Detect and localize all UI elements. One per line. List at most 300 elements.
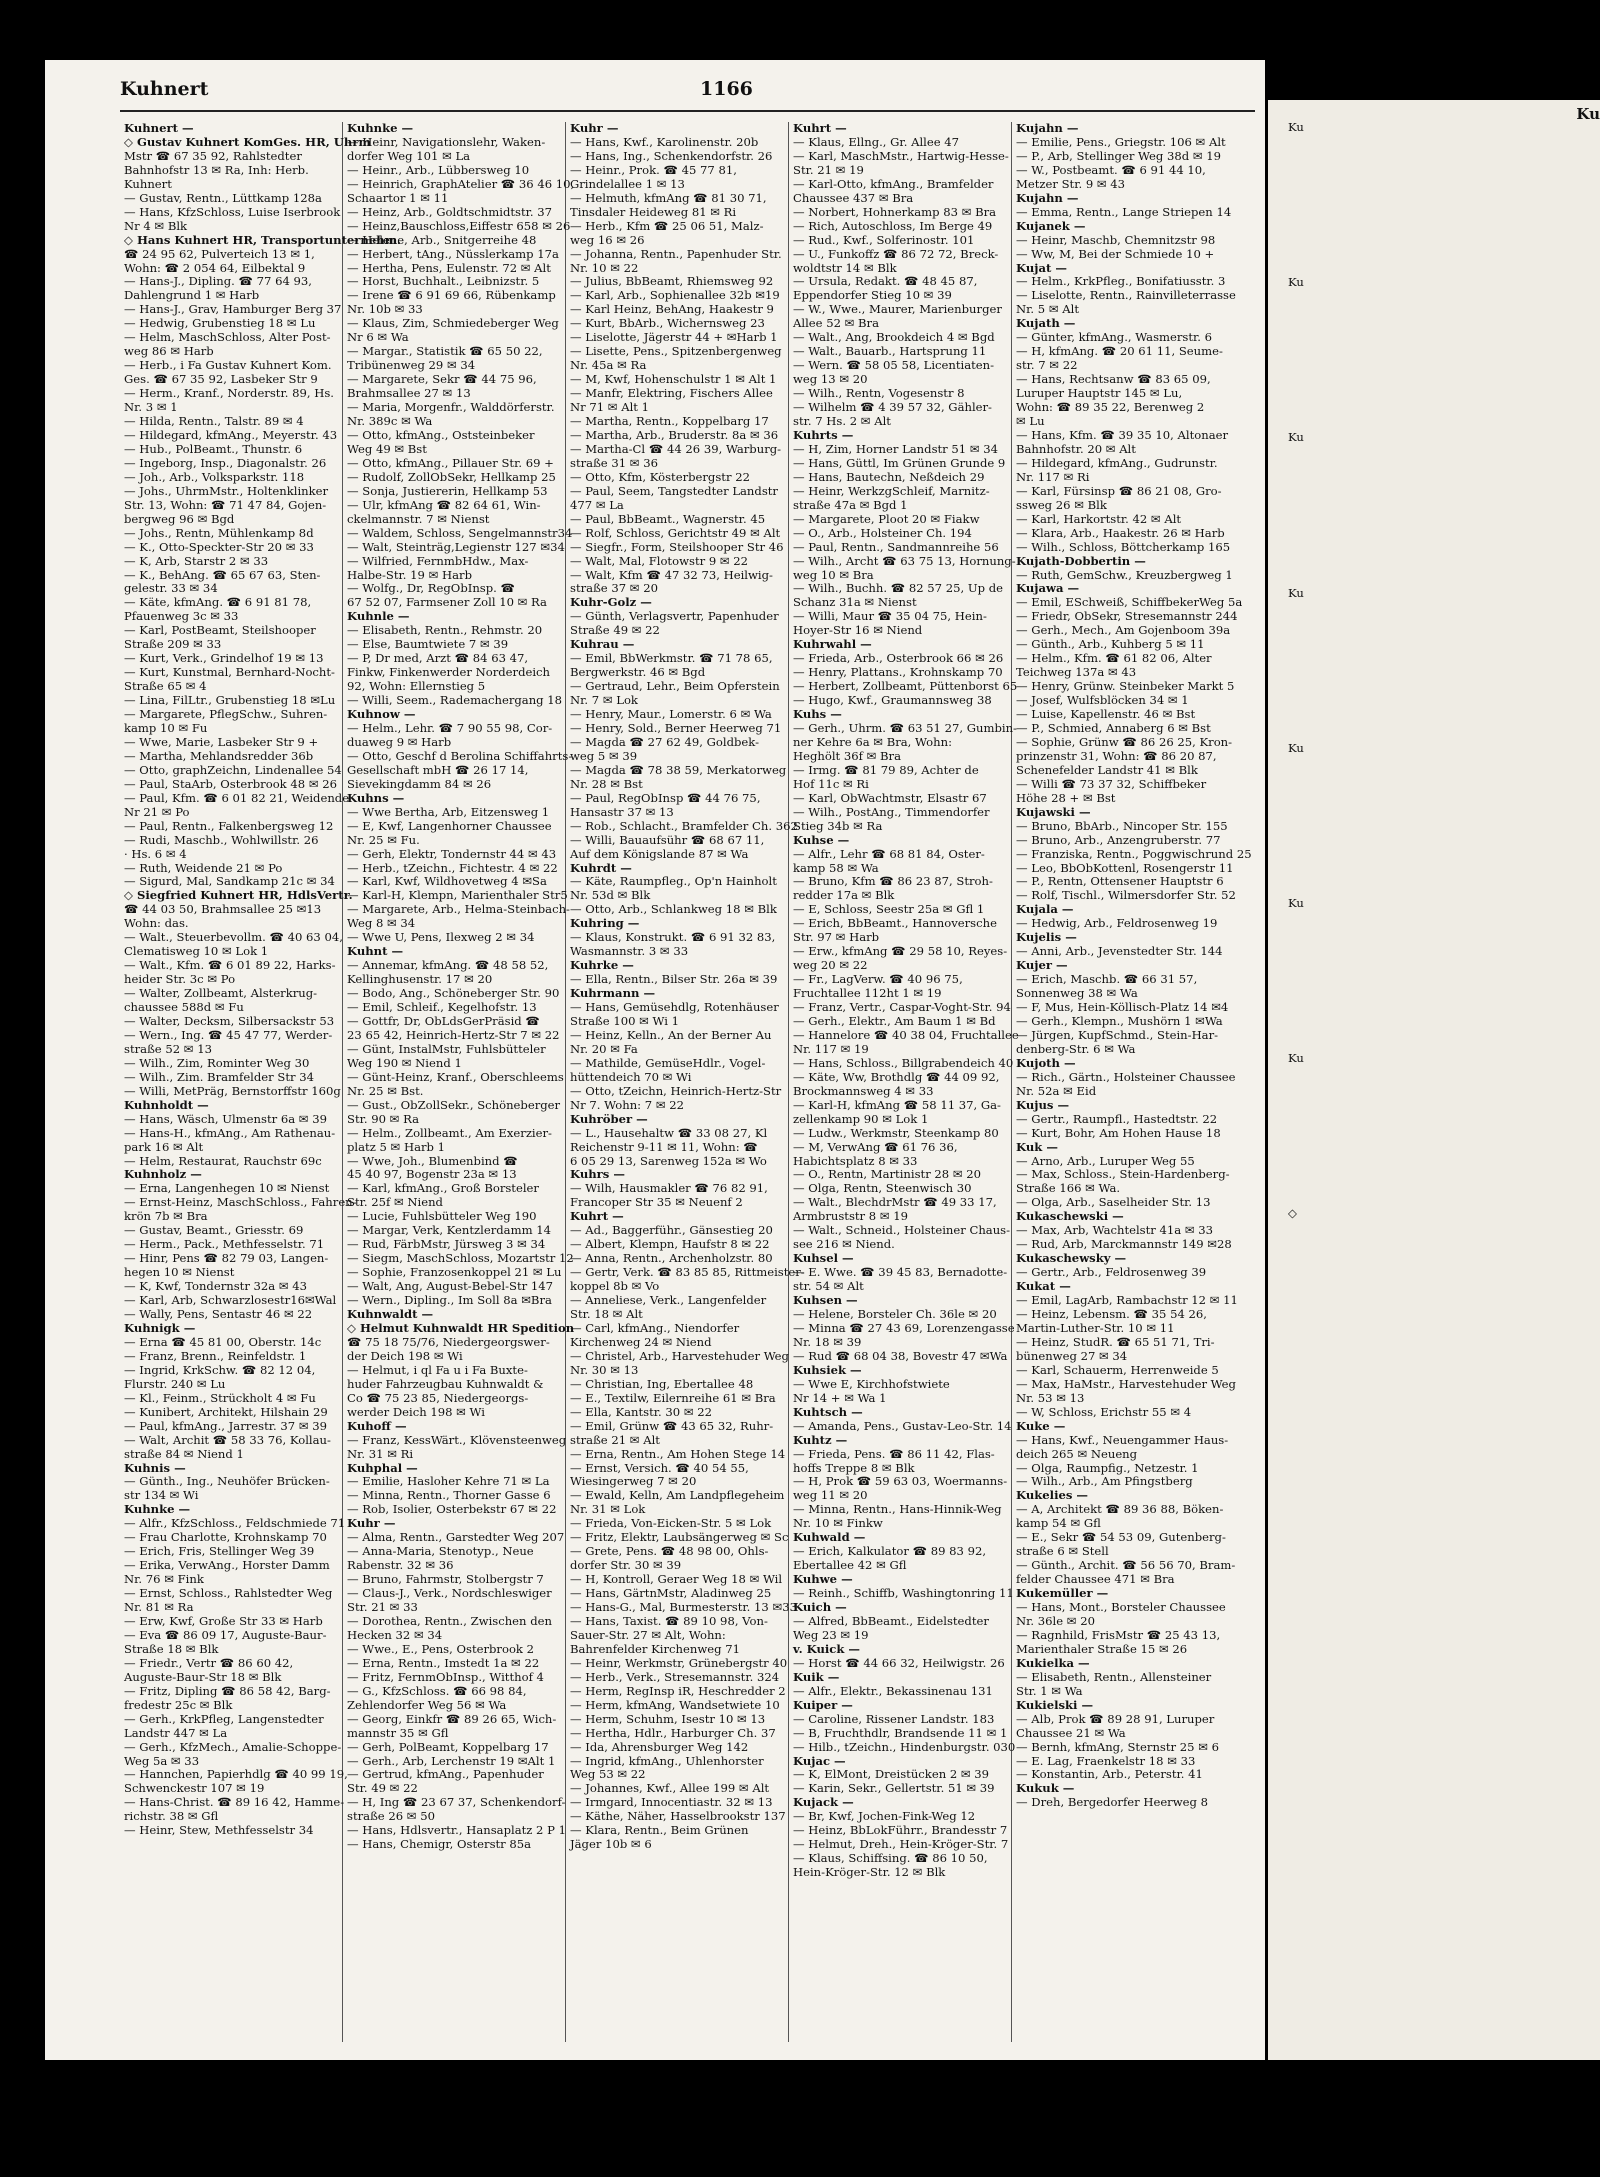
surname-heading: Kuhrts — xyxy=(793,427,854,442)
directory-entry: — E, Kwf, Langenhorner Chaussee xyxy=(347,818,552,833)
directory-entry: — Wilh, Hausmakler ☎ 76 82 91, xyxy=(570,1181,768,1196)
directory-entry: — Olga, Raumpfig., Netzestr. 1 xyxy=(1016,1460,1199,1475)
directory-entry: heider Str. 3c ✉ Po xyxy=(124,972,236,987)
directory-entry: — Emilie, Hasloher Kehre 71 ✉ La xyxy=(347,1474,550,1489)
directory-entry: straße 84 ✉ Niend 1 xyxy=(124,1446,244,1461)
directory-entry: Grindelallee 1 ✉ 13 xyxy=(570,176,685,191)
running-head-name: Kuhnert xyxy=(120,78,209,100)
surname-heading: Kukuk — xyxy=(1016,1781,1075,1796)
directory-entry: — Wilh., Archt ☎ 63 75 13, Hornung- xyxy=(793,553,1016,568)
directory-entry: — Johannes, Kwf., Allee 199 ✉ Alt xyxy=(570,1781,770,1796)
directory-entry: — Hub., PolBeamt., Thunstr. 6 xyxy=(124,441,303,456)
directory-entry: deich 265 ✉ Neueng xyxy=(1016,1446,1138,1461)
directory-entry: Clematisweg 10 ✉ Lok 1 xyxy=(124,944,269,959)
directory-entry: Martin-Luther-Str. 10 ✉ 11 xyxy=(1016,1320,1175,1335)
directory-entry: koppel 8b ✉ Vo xyxy=(570,1279,660,1294)
directory-entry: — Walt., BlechdrMstr ☎ 49 33 17, xyxy=(793,1195,997,1210)
directory-entry: — Bernh, kfmAng, Sternstr 25 ✉ 6 xyxy=(1016,1739,1219,1754)
directory-entry: — Helmut, i ql Fa u i Fa Buxte- xyxy=(347,1362,528,1377)
directory-entry: — Amanda, Pens., Gustav-Leo-Str. 14 xyxy=(793,1418,1012,1433)
directory-entry: Gesellschaft mbH ☎ 26 17 14, xyxy=(347,762,529,777)
directory-entry: felder Chaussee 471 ✉ Bra xyxy=(1016,1572,1175,1587)
directory-entry: Zehlendorfer Weg 56 ✉ Wa xyxy=(347,1697,507,1712)
directory-entry: — Karl-H, kfmAng ☎ 58 11 37, Ga- xyxy=(793,1097,1001,1112)
directory-entry: — E. Lag, Fraenkelstr 18 ✉ 33 xyxy=(1016,1753,1196,1768)
directory-entry: — Hans, Chemigr, Osterstr 85a xyxy=(347,1837,532,1852)
directory-entry: — Erw., kfmAng ☎ 29 58 10, Reyes- xyxy=(793,944,1008,959)
directory-entry: Pfauenweg 3c ✉ 33 xyxy=(124,609,239,624)
directory-entry: — G., KfzSchloss. ☎ 66 98 84, xyxy=(347,1683,527,1698)
directory-entry: 67 52 07, Farmsener Zoll 10 ✉ Ra xyxy=(347,595,547,610)
directory-entry: — W., Postbeamt. ☎ 6 91 44 10, xyxy=(1016,162,1206,177)
directory-entry: Nr. 20 ✉ Fa xyxy=(570,1041,638,1056)
directory-entry: — Kl., Feinm., Strückholt 4 ✉ Fu xyxy=(124,1390,316,1405)
directory-entry: — Albert, Klempn, Haufstr 8 ✉ 22 xyxy=(570,1237,770,1252)
directory-entry: — Lucie, Fuhlsbütteler Weg 190 xyxy=(347,1209,537,1224)
directory-entry: — Frieda, Arb., Osterbrook 66 ✉ 26 xyxy=(793,651,1004,666)
surname-heading: Kukielski — xyxy=(1016,1697,1094,1712)
directory-entry: — E, Schloss, Seestr 25a ✉ Gfl 1 xyxy=(793,902,985,917)
directory-entry: ◇ Helmut Kuhnwaldt HR Spedition xyxy=(347,1320,575,1335)
directory-entry: — Hans, Rechtsanw ☎ 83 65 09, xyxy=(1016,372,1211,387)
directory-entry: Tribünenweg 29 ✉ 34 xyxy=(347,358,476,373)
directory-entry: — Max, HaMstr., Harvestehuder Weg xyxy=(1016,1376,1236,1391)
surname-heading: Kujawski — xyxy=(1016,804,1091,819)
directory-entry: Nr 4 ✉ Blk xyxy=(124,218,188,233)
directory-entry: Landstr 447 ✉ La xyxy=(124,1725,228,1740)
directory-entry: — Anneliese, Verk., Langenfelder xyxy=(570,1293,767,1308)
surname-heading: Kuhtsch — xyxy=(793,1404,863,1419)
surname-heading: Kujala — xyxy=(1016,902,1074,917)
directory-entry: — Heinz, Arb., Goldtschmidtstr. 37 xyxy=(347,204,553,219)
directory-entry: Nr. 389c ✉ Wa xyxy=(347,414,433,429)
directory-entry: 477 ✉ La xyxy=(570,497,624,512)
directory-entry: gelestr. 33 ✉ 34 xyxy=(124,581,218,596)
directory-entry: Stieg 34b ✉ Ra xyxy=(793,818,883,833)
directory-entry: — Ernst, Schloss., Rahlstedter Weg xyxy=(124,1586,333,1601)
directory-entry: — Erich, Fris, Stellinger Weg 39 xyxy=(124,1544,315,1559)
directory-entry: — Max, Arb, Wachtelstr 41a ✉ 33 xyxy=(1016,1223,1214,1238)
directory-entry: — Franz, KessWärt., Klövensteenweg xyxy=(347,1432,567,1447)
directory-entry: — Christian, Ing, Ebertallee 48 xyxy=(570,1376,754,1391)
surname-heading: Kujahn — xyxy=(1016,190,1079,205)
directory-entry: — Willi, Bauaufsühr ☎ 68 67 11, xyxy=(570,832,765,847)
directory-entry: — Helm., KrkPfleg., Bonifatiusstr. 3 xyxy=(1016,274,1226,289)
directory-entry: — K, ElMont, Dreistücken 2 ✉ 39 xyxy=(793,1767,990,1782)
directory-entry: — Rud ☎ 68 04 38, Bovestr 47 ✉Wa xyxy=(793,1348,1008,1363)
directory-entry: — Erich, Maschb. ☎ 66 31 57, xyxy=(1016,972,1198,987)
directory-entry: Nr. 18 ✉ 39 xyxy=(793,1334,862,1349)
directory-entry: — Walt., Bauarb., Hartsprung 11 xyxy=(793,344,987,359)
directory-entry: — Ernst-Heinz, MaschSchloss., Fahren- xyxy=(124,1195,357,1210)
directory-entry: — Konstantin, Arb., Peterstr. 41 xyxy=(1016,1767,1203,1782)
directory-entry: — Paul, StaArb, Osterbrook 48 ✉ 26 xyxy=(124,776,337,791)
directory-entry: 92, Wohn: Ellernstieg 5 xyxy=(347,679,486,694)
directory-entry: Heghölt 36f ✉ Bra xyxy=(793,748,901,763)
directory-entry: — Hildegard, kfmAng., Gudrunstr. xyxy=(1016,455,1218,470)
page-header xyxy=(120,78,1255,114)
directory-entry: — Manfr, Elektring, Fischers Allee xyxy=(570,386,773,401)
directory-entry: — Klaus, Schiffsing. ☎ 86 10 50, xyxy=(793,1851,988,1866)
directory-entry: — Ad., Baggerführ., Gänsestieg 20 xyxy=(570,1223,773,1238)
directory-entry: richstr. 38 ✉ Gfl xyxy=(124,1809,219,1824)
directory-entry: — Rud, FärbMstr, Jürsweg 3 ✉ 34 xyxy=(347,1237,546,1252)
directory-entry: — Hannelore ☎ 40 38 04, Fruchtallee xyxy=(793,1027,1019,1042)
directory-entry: Hansastr 37 ✉ 13 xyxy=(570,804,674,819)
directory-entry: — Ella, Kantstr. 30 ✉ 22 xyxy=(570,1404,712,1419)
directory-entry: 45 40 97, Bogenstr 23a ✉ 13 xyxy=(347,1167,517,1182)
directory-entry: — Dorothea, Rentn., Zwischen den xyxy=(347,1613,552,1628)
directory-entry: — Sophie, Grünw ☎ 86 26 25, Kron- xyxy=(1016,734,1233,749)
directory-entry: — Annemar, kfmAng. ☎ 48 58 52, xyxy=(347,958,549,973)
directory-entry: — Otto, Kfm, Kösterbergstr 22 xyxy=(570,469,750,484)
directory-columns xyxy=(120,121,1252,2042)
directory-entry: — A, Architekt ☎ 89 36 88, Böken- xyxy=(1016,1502,1224,1517)
surname-heading: Kujus — xyxy=(1016,1097,1070,1112)
directory-entry: — Rudi, Maschb., Wohlwillstr. 26 xyxy=(124,832,319,847)
surname-heading: Kuhnow — xyxy=(347,707,416,722)
directory-entry: dorfer Str. 30 ✉ 39 xyxy=(570,1558,682,1573)
directory-entry: Weg 49 ✉ Bst xyxy=(347,441,427,456)
directory-entry: — Karl, ObWachtmstr, Elsastr 67 xyxy=(793,790,987,805)
directory-entry: — Günth., Archit. ☎ 56 56 70, Bram- xyxy=(1016,1558,1236,1573)
directory-entry: — Karl, Fürsinsp ☎ 86 21 08, Gro- xyxy=(1016,483,1222,498)
directory-entry: — Henry, Sold., Berner Heerweg 71 xyxy=(570,720,782,735)
directory-entry: — Christel, Arb., Harvestehuder Weg xyxy=(570,1348,789,1363)
directory-entry: Nr. 30 ✉ 13 xyxy=(570,1362,639,1377)
directory-entry: — Maria, Morgenfr., Walddörferstr. xyxy=(347,400,555,415)
directory-entry: redder 17a ✉ Blk xyxy=(793,888,895,903)
surname-heading: Kuhnt — xyxy=(347,944,404,959)
directory-entry: Metzer Str. 9 ✉ 43 xyxy=(1016,176,1126,191)
directory-entry: — Helm., Lehr. ☎ 7 90 55 98, Cor- xyxy=(347,720,553,735)
directory-entry: — M, VerwAng ☎ 61 76 36, xyxy=(793,1139,958,1154)
directory-entry: — Minna, Rentn., Hans-Hinnik-Weg xyxy=(793,1502,1002,1517)
directory-entry: — Martha, Mehlandsredder 36b xyxy=(124,748,314,763)
directory-entry: — Herbert, Zollbeamt, Püttenborst 65 xyxy=(793,679,1018,694)
surname-heading: Kuhsiek — xyxy=(793,1362,862,1377)
directory-entry: kamp 58 ✉ Wa xyxy=(793,860,879,875)
surname-heading: v. Kuick — xyxy=(793,1641,861,1656)
directory-entry: — Herm, RegInsp iR, Heschredder 2 xyxy=(570,1683,786,1698)
directory-entry: — K, Kwf, Tondernstr 32a ✉ 43 xyxy=(124,1279,308,1294)
surname-heading: Kuhrau — xyxy=(570,637,635,652)
directory-entry: ◇ Siegfried Kuhnert HR, HdlsVertr. xyxy=(124,888,353,903)
directory-entry: — Helm, Restaurat, Rauchstr 69c xyxy=(124,1153,322,1168)
directory-entry: — Willi, Maur ☎ 35 04 75, Hein- xyxy=(793,609,987,624)
directory-entry: Str. 21 ✉ 33 xyxy=(347,1600,418,1615)
directory-entry: Nr. 10 ✉ 22 xyxy=(570,260,639,275)
directory-entry: — Walt, Archit ☎ 58 33 76, Kollau- xyxy=(124,1432,331,1447)
directory-entry: — Wilh., Rentn, Vogesenstr 8 xyxy=(793,386,965,401)
directory-entry: — Bruno, Fahrmstr, Stolbergstr 7 xyxy=(347,1572,544,1587)
directory-entry: Chaussee 21 ✉ Wa xyxy=(1016,1725,1126,1740)
directory-entry: — W., Wwe., Maurer, Marienburger xyxy=(793,302,1002,317)
directory-entry: — Klara, Arb., Haakestr. 26 ✉ Harb xyxy=(1016,525,1225,540)
directory-entry: — B, Fruchthdlr, Brandsende 11 ✉ 1 xyxy=(793,1725,1008,1740)
directory-entry: Flurstr. 240 ✉ Lu xyxy=(124,1376,226,1391)
directory-entry: — Anni, Arb., Jevenstedter Str. 144 xyxy=(1016,944,1223,959)
directory-entry: mannstr 35 ✉ Gfl xyxy=(347,1725,449,1740)
directory-entry: — Sonja, Justiererin, Hellkamp 53 xyxy=(347,483,548,498)
surname-heading: Kuk — xyxy=(1016,1139,1058,1154)
directory-entry: — Ingrid, kfmAng., Uhlenhorster xyxy=(570,1753,764,1768)
directory-entry: — Gerh., Elektr., Am Baum 1 ✉ Bd xyxy=(793,1014,996,1028)
directory-entry: woldtstr 14 ✉ Blk xyxy=(793,260,897,275)
directory-entry: — Walt, Mal, Flotowstr 9 ✉ 22 xyxy=(570,553,749,568)
directory-entry: — Johanna, Rentn., Papenhuder Str. xyxy=(570,246,782,261)
directory-entry: — Herb., i Fa Gustav Kuhnert Kom. xyxy=(124,358,332,373)
directory-entry: straße 37 ✉ 20 xyxy=(570,581,658,596)
directory-entry: kamp 54 ✉ Gfl xyxy=(1016,1516,1101,1531)
directory-entry: duaweg 9 ✉ Harb xyxy=(347,734,452,749)
directory-entry: — Herb., Verk., Stresemannstr. 324 xyxy=(570,1669,780,1684)
directory-entry: Str. 90 ✉ Ra xyxy=(347,1111,419,1126)
directory-entry: Nr. 76 ✉ Fink xyxy=(124,1572,204,1587)
directory-entry: — W, Schloss, Erichstr 55 ✉ 4 xyxy=(1016,1404,1192,1419)
directory-entry: Ebertallee 42 ✉ Gfl xyxy=(793,1558,907,1573)
directory-entry: — Heinz, Lebensm. ☎ 35 54 26, xyxy=(1016,1307,1207,1322)
directory-entry: — Karl, kfmAng., Groß Borsteler xyxy=(347,1181,539,1196)
directory-entry: — Emil, ESchweiß, SchiffbekerWeg 5a xyxy=(1016,595,1243,610)
directory-entry: Nr 14 + ✉ Wa 1 xyxy=(793,1390,887,1405)
directory-entry: — Elisabeth, Rentn., Allensteiner xyxy=(1016,1669,1212,1684)
directory-entry: — Minna, Rentn., Thorner Gasse 6 xyxy=(347,1488,551,1503)
directory-entry: Nr. 25 ✉ Bst. xyxy=(347,1083,424,1098)
surname-heading: Kuhs — xyxy=(793,707,842,722)
directory-entry: Kuhnert xyxy=(124,176,172,191)
directory-entry: — Bruno, Kfm ☎ 86 23 87, Stroh- xyxy=(793,874,993,889)
directory-entry: — Franziska, Rentn., Poggwischrund 25 xyxy=(1016,846,1252,861)
directory-entry: Kellinghusenstr. 17 ✉ 20 xyxy=(347,972,493,987)
directory-entry: bergweg 96 ✉ Bgd xyxy=(124,511,235,526)
directory-entry: bünenweg 27 ✉ 34 xyxy=(1016,1348,1128,1363)
directory-entry: — Karl-Otto, kfmAng., Bramfelder xyxy=(793,176,994,191)
directory-entry: — Kurt, Kunstmal, Bernhard-Nocht- xyxy=(124,665,335,680)
directory-entry: Weg 190 ✉ Niend 1 xyxy=(347,1055,462,1070)
directory-entry: — Karl, MaschMstr., Hartwig-Hesse- xyxy=(793,148,1009,163)
surname-heading: Kuiper — xyxy=(793,1697,853,1712)
facing-page-entry: ◇ xyxy=(1288,1206,1297,1221)
directory-entry: Str. 97 ✉ Harb xyxy=(793,930,880,945)
directory-entry: — Wwe Bertha, Arb, Eitzensweg 1 xyxy=(347,804,550,819)
directory-entry: — Erika, VerwAng., Horster Damm xyxy=(124,1558,330,1573)
directory-entry: — Anna-Maria, Stenotyp., Neue xyxy=(347,1544,534,1559)
directory-entry: — Minna ☎ 27 43 69, Lorenzengasse xyxy=(793,1320,1015,1335)
directory-entry: Jäger 10b ✉ 6 xyxy=(570,1837,652,1852)
directory-entry: — Heinr, Werkmstr, Grünebergstr 40 xyxy=(570,1655,788,1670)
directory-entry: — Franz, Brenn., Reinfeldstr. 1 xyxy=(124,1348,307,1363)
directory-entry: — Gustav, Rentn., Lüttkamp 128a xyxy=(124,190,322,205)
directory-entry: — Herbert, tAng., Nüsslerkamp 17a xyxy=(347,246,559,261)
directory-entry: Nr. 7 ✉ Lok xyxy=(570,693,638,708)
surname-heading: Kuhnis — xyxy=(124,1460,186,1475)
directory-entry: 6 05 29 13, Sarenweg 152a ✉ Wo xyxy=(570,1153,767,1168)
directory-entry: chaussee 588d ✉ Fu xyxy=(124,1000,244,1015)
directory-entry: ☎ 24 95 62, Pulverteich 13 ✉ 1, xyxy=(124,246,315,261)
directory-entry: — Paul, Seem, Tangstedter Landstr xyxy=(570,483,778,498)
directory-entry: — Anna, Rentn., Archenholzstr. 80 xyxy=(570,1251,773,1266)
directory-entry: — Hans, Hdlsvertr., Hansaplatz 2 P 1 xyxy=(347,1823,566,1838)
directory-entry: — Klaus, Konstrukt. ☎ 6 91 32 83, xyxy=(570,930,776,945)
directory-entry: — Klaus, Zim, Schmiedeberger Weg xyxy=(347,316,559,331)
directory-entry: — Ingeborg, Insp., Diagonalstr. 26 xyxy=(124,455,327,470)
directory-entry: — K., Otto-Speckter-Str 20 ✉ 33 xyxy=(124,539,314,554)
directory-entry: Bergwerkstr. 46 ✉ Bgd xyxy=(570,665,706,680)
directory-entry: — Hans, Taxist. ☎ 89 10 98, Von- xyxy=(570,1613,768,1628)
directory-entry: — Carl, kfmAng., Niendorfer xyxy=(570,1320,740,1335)
directory-entry: — Irmg. ☎ 81 79 89, Achter de xyxy=(793,762,979,777)
directory-entry: weg 13 ✉ 20 xyxy=(793,372,868,387)
directory-entry: — H, Kontroll, Geraer Weg 18 ✉ Wil xyxy=(570,1572,783,1587)
directory-entry: str. 7 ✉ 22 xyxy=(1016,358,1078,373)
facing-page-column xyxy=(1288,120,1588,1222)
directory-entry: — Alfr., Lehr ☎ 68 81 84, Oster- xyxy=(793,846,985,861)
directory-entry: — Erna, Rentn., Imstedt 1a ✉ 22 xyxy=(347,1655,540,1670)
directory-entry: Sievekingdamm 84 ✉ 26 xyxy=(347,776,492,791)
directory-entry: — Friedr, ObSekr, Stresemannstr 244 xyxy=(1016,609,1238,624)
directory-entry: — Walt., Steuerbevollm. ☎ 40 63 04, xyxy=(124,930,343,945)
directory-entry: — Wwe E, Kirchhofstwiete xyxy=(793,1376,950,1391)
directory-entry: ssweg 26 ✉ Blk xyxy=(1016,497,1107,512)
surname-heading: Kujath — xyxy=(1016,316,1076,331)
directory-entry: — Hans, Schloss., Billgrabendeich 40 xyxy=(793,1055,1014,1070)
directory-entry: — Karl, Arb, Schwarzlosestr16✉Wal xyxy=(124,1293,337,1308)
directory-entry: — Erna, Rentn., Am Hohen Stege 14 xyxy=(570,1446,786,1461)
directory-entry: — U., Funkoffz ☎ 86 72 72, Breck- xyxy=(793,246,999,261)
directory-entry: — Max, Schloss., Stein-Hardenberg- xyxy=(1016,1167,1230,1182)
directory-entry: Straße 18 ✉ Blk xyxy=(124,1641,219,1656)
directory-entry: Nr. 53d ✉ Blk xyxy=(570,888,651,903)
directory-entry: — Ida, Ahrensburger Weg 142 xyxy=(570,1739,749,1754)
directory-entry: — Margarete, Sekr ☎ 44 75 96, xyxy=(347,372,537,387)
directory-entry: Str. 13, Wohn: ☎ 71 47 84, Gojen- xyxy=(124,497,327,512)
directory-entry: — Willi, Seem., Rademachergang 18 xyxy=(347,693,563,708)
surname-heading: Kukaschewski — xyxy=(1016,1209,1124,1224)
directory-entry: — Günth., Ing., Neuhöfer Brücken- xyxy=(124,1474,330,1489)
directory-entry: Höhe 28 + ✉ Bst xyxy=(1016,790,1116,805)
directory-entry: — Klara, Rentn., Beim Grünen xyxy=(570,1823,749,1838)
surname-heading: Kujawa — xyxy=(1016,581,1080,596)
column-4 xyxy=(789,121,1019,2042)
directory-entry: — Julius, BbBeamt, Rhiemsweg 92 xyxy=(570,274,774,289)
directory-entry: Chaussee 437 ✉ Bra xyxy=(793,190,914,205)
surname-heading: Kujelis — xyxy=(1016,930,1077,945)
directory-entry: — P, Dr med, Arzt ☎ 84 63 47, xyxy=(347,651,529,666)
directory-entry: Str. 21 ✉ 19 xyxy=(793,162,864,177)
directory-entry: Bahnhofstr 13 ✉ Ra, Inh: Herb. xyxy=(124,162,309,177)
directory-entry: — Mathilde, GemüseHdlr., Vogel- xyxy=(570,1055,766,1070)
facing-page-entry: Ku xyxy=(1288,1051,1304,1066)
surname-heading: Kuhns — xyxy=(347,790,405,805)
directory-entry: Hof 11c ✉ Ri xyxy=(793,776,869,791)
surname-heading: Kuhnholz — xyxy=(124,1167,202,1182)
directory-entry: — Herm., Kranf., Norderstr. 89, Hs. xyxy=(124,386,334,401)
directory-entry: — Helm, MaschSchloss, Alter Post- xyxy=(124,330,331,345)
surname-heading: Kuhsel — xyxy=(793,1251,854,1266)
directory-entry: — Käte, Raumpfleg., Op'n Hainholt xyxy=(570,874,777,889)
directory-entry: — Friedr., Vertr ☎ 86 60 42, xyxy=(124,1655,294,1670)
directory-entry: — Heinr., Prok. ☎ 45 77 81, xyxy=(570,162,737,177)
directory-entry: Weg 23 ✉ 19 xyxy=(793,1627,869,1642)
directory-entry: — Hans-H., kfmAng., Am Rathenau- xyxy=(124,1125,336,1140)
directory-entry: — Walter, Zollbeamt, Alsterkrug- xyxy=(124,986,318,1001)
directory-entry: — Hugo, Kwf., Graumannsweg 38 xyxy=(793,693,992,708)
surname-heading: Kuhtz — xyxy=(793,1432,848,1447)
directory-entry: — Jürgen, KupfSchmd., Stein-Har- xyxy=(1016,1027,1219,1042)
directory-entry: Nr. 36le ✉ 20 xyxy=(1016,1613,1095,1628)
directory-entry: — Käthe, Näher, Hasselbrookstr 137 xyxy=(570,1809,786,1824)
directory-entry: hegen 10 ✉ Nienst xyxy=(124,1265,235,1280)
directory-entry: — Horst, Buchhalt., Leibnizstr. 5 xyxy=(347,274,540,289)
directory-entry: — Hinr, Pens ☎ 82 79 03, Langen- xyxy=(124,1251,329,1266)
directory-entry: Bahrenfelder Kirchenweg 71 xyxy=(570,1641,740,1656)
directory-entry: — Günt-Heinz, Kranf., Oberschleems xyxy=(347,1069,564,1084)
surname-heading: Kukelies — xyxy=(1016,1488,1089,1503)
directory-entry: — H, Ing ☎ 23 67 37, Schenkendorf- xyxy=(347,1795,566,1810)
directory-entry: — Gerh, PolBeamt, Koppelbarg 17 xyxy=(347,1739,549,1754)
directory-entry: — Bodo, Ang., Schöneberger Str. 90 xyxy=(347,986,560,1001)
directory-entry: fredestr 25c ✉ Blk xyxy=(124,1697,233,1712)
directory-entry: — E. Wwe. ☎ 39 45 83, Bernadotte- xyxy=(793,1265,1008,1280)
directory-entry: — Hans, Ing., Schenkendorfstr. 26 xyxy=(570,148,773,163)
directory-entry: — Wern., Dipling., Im Soll 8a ✉Bra xyxy=(347,1293,552,1308)
directory-entry: straße 26 ✉ 50 xyxy=(347,1809,435,1824)
directory-entry: str. 54 ✉ Alt xyxy=(793,1279,864,1294)
directory-entry: Brahmsallee 27 ✉ 13 xyxy=(347,386,471,401)
directory-entry: — Gertrud, kfmAng., Papenhuder xyxy=(347,1767,544,1782)
directory-entry: — Karl, Harkortstr. 42 ✉ Alt xyxy=(1016,511,1182,526)
directory-entry: — Otto, kfmAng., Pillauer Str. 69 + xyxy=(347,455,554,470)
directory-entry: Wohn: ☎ 2 054 64, Eilbektal 9 xyxy=(124,260,306,275)
directory-entry: — Rolf, Schloss, Gerichtstr 49 ✉ Alt xyxy=(570,525,781,540)
surname-heading: Kuhr-Golz — xyxy=(570,595,652,610)
directory-entry: Armbruststr 8 ✉ 19 xyxy=(793,1209,908,1224)
directory-entry: — Norbert, Hohnerkamp 83 ✉ Bra xyxy=(793,204,997,219)
directory-entry: — Ernst, Versich. ☎ 40 54 55, xyxy=(570,1460,749,1475)
surname-heading: Kukemüller — xyxy=(1016,1586,1109,1601)
directory-entry: Nr. 10b ✉ 33 xyxy=(347,302,423,317)
directory-entry: park 16 ✉ Alt xyxy=(124,1139,204,1154)
directory-entry: — Heinz, BbLokFührr., Brandesstr 7 xyxy=(793,1823,1008,1838)
directory-entry: — Alb, Prok ☎ 89 28 91, Luruper xyxy=(1016,1711,1215,1726)
directory-entry: — Wern., Ing. ☎ 45 47 77, Werder- xyxy=(124,1027,333,1042)
surname-heading: Kuhrke — xyxy=(570,958,634,973)
directory-entry: — Hans, Kwf., Karolinenstr. 20b xyxy=(570,134,759,149)
directory-entry: Kirchenweg 24 ✉ Niend xyxy=(570,1334,712,1349)
directory-entry: straße 47a ✉ Bgd 1 xyxy=(793,497,908,512)
directory-entry: — Karl-H, Klempn, Marienthaler Str5 xyxy=(347,888,568,903)
directory-entry: — O., Rentn, Martinistr 28 ✉ 20 xyxy=(793,1167,982,1182)
surname-heading: Kuich — xyxy=(793,1600,847,1615)
directory-entry: kamp 10 ✉ Fu xyxy=(124,720,208,735)
surname-heading: Kuhse — xyxy=(793,832,850,847)
directory-entry: — Hans, GärtnMstr, Aladinweg 25 xyxy=(570,1586,772,1601)
directory-entry: — Paul, kfmAng., Jarrestr. 37 ✉ 39 xyxy=(124,1418,327,1433)
surname-heading: Kuhr — xyxy=(347,1516,396,1531)
surname-heading: Kuhring — xyxy=(570,916,640,931)
directory-entry: — Hans-J., Dipling. ☎ 77 64 93, xyxy=(124,274,312,289)
directory-entry: — Herb., Kfm ☎ 25 06 51, Malz- xyxy=(570,218,764,233)
directory-entry: — Margarete, Ploot 20 ✉ Fiakw xyxy=(793,511,980,526)
directory-entry: — Helmuth, kfmAng ☎ 81 30 71, xyxy=(570,190,767,205)
directory-entry: — Alfr., Elektr., Bekassinenau 131 xyxy=(793,1683,993,1698)
directory-entry: Auf dem Königslande 87 ✉ Wa xyxy=(570,846,749,861)
directory-entry: — Hertha, Hdlr., Harburger Ch. 37 xyxy=(570,1725,776,1740)
directory-entry: Hecken 32 ✉ 34 xyxy=(347,1627,443,1642)
directory-entry: weg 86 ✉ Harb xyxy=(124,344,214,359)
directory-entry: — Ulr, kfmAng ☎ 82 64 61, Win- xyxy=(347,497,541,512)
